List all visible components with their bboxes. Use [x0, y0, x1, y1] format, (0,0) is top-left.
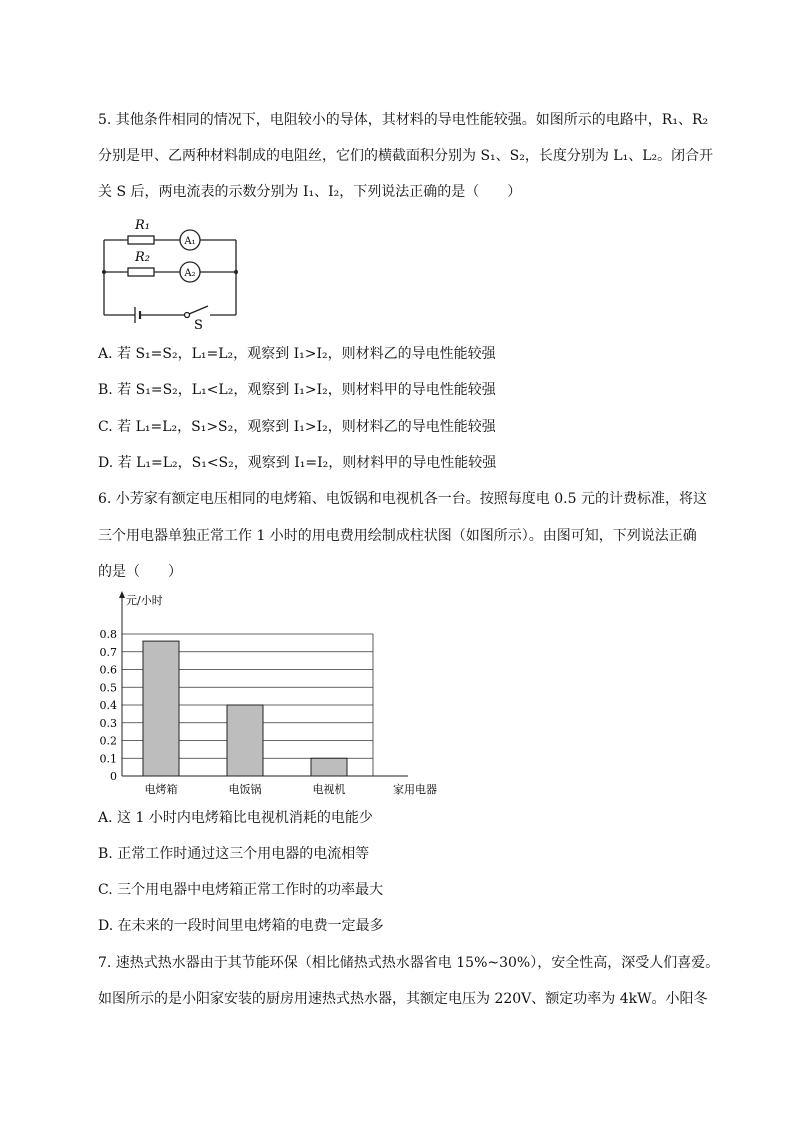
q6-stem-line-2: 三个用电器单独正常工作 1 小时的用电费用绘制成柱状图（如图所示）。由图可知，下列说法正确	[98, 528, 697, 544]
resistor-r2	[128, 268, 154, 276]
y-tick-label: 0	[110, 770, 117, 783]
chart-bars	[143, 641, 347, 776]
q5-stem-line-1: 5. 其他条件相同的情况下，电阻较小的导体，其材料的导电性能较强。如图所示的电路中，R₁、R₂	[98, 112, 709, 128]
q6-stem-line-1: 6. 小芳家有额定电压相同的电烤箱、电饭锅和电视机各一台。按照每度电 0.5 元的计费标准，将这	[98, 491, 707, 507]
q7-stem-line-1: 7. 速热式热水器由于其节能环保（相比储热式热水器省电 15%~30%），安全性高，深受人们喜爱。	[98, 955, 720, 971]
category-label: 电饭锅	[228, 783, 262, 796]
bar-1	[227, 705, 263, 776]
x-axis-label: 家用电器	[393, 783, 437, 796]
q6-option-c: C. 三个用电器中电烤箱正常工作时的功率最大	[98, 882, 384, 898]
q6-stem-line-3: 的是（ ）	[98, 564, 182, 580]
y-tick-label: 0.4	[99, 699, 117, 712]
y-tick-label: 0.6	[99, 663, 117, 677]
y-tick-label: 0.1	[99, 752, 117, 766]
category-label: 电视机	[312, 783, 346, 796]
category-label: 电烤箱	[144, 783, 178, 796]
q5-stem-line-2: 分别是甲、乙两种材料制成的电阻丝，它们的横截面积分别为 S₁、S₂，长度分别为 L₁、L₂。闭合开	[98, 148, 714, 164]
y-tick-label: 0.3	[99, 716, 117, 730]
chart-y-ticks	[100, 628, 118, 783]
q5-option-d: D. 若 L₁=L₂，S₁<S₂，观察到 I₁=I₂，则材料甲的导电性能较强	[98, 455, 497, 471]
q7-stem-line-2: 如图所示的是小阳家安装的厨房用速热式热水器，其额定电压为 220V、额定功率为 4kW。小阳冬	[98, 991, 708, 1007]
switch-blade	[189, 306, 208, 314]
a2-label: A₂	[184, 268, 196, 279]
q6-option-a: A. 这 1 小时内电烤箱比电视机消耗的电能少	[98, 810, 373, 826]
y-tick-label: 0.2	[99, 734, 117, 748]
q5-option-c: C. 若 L₁=L₂，S₁>S₂，观察到 I₁>I₂，则材料乙的导电性能较强	[98, 419, 496, 435]
chart-categories	[145, 782, 346, 796]
y-tick-label: 0.8	[99, 628, 117, 641]
bar-2	[311, 758, 347, 776]
y-tick-label: 0.7	[99, 645, 117, 659]
y-axis-arrow	[119, 591, 125, 598]
y-axis-label: 元/小时	[126, 594, 163, 607]
bar-0	[143, 641, 179, 776]
r2-label: R₂	[135, 250, 150, 265]
q5-stem-line-3: 关 S 后，两电流表的示数分别为 I₁、I₂，下列说法正确的是（ ）	[98, 184, 522, 200]
q5-option-b: B. 若 S₁=S₂，L₁<L₂，观察到 I₁>I₂，则材料甲的导电性能较强	[98, 382, 496, 398]
q5-option-a: A. 若 S₁=S₂，L₁=L₂，观察到 I₁>I₂，则材料乙的导电性能较强	[98, 346, 496, 362]
switch-label: S	[194, 318, 203, 332]
bar-chart	[98, 588, 458, 800]
q6-option-b: B. 正常工作时通过这三个用电器的电流相等	[98, 846, 370, 862]
a1-label: A₁	[184, 236, 196, 247]
r1-label: R₁	[135, 218, 150, 233]
q6-option-d: D. 在未来的一段时间里电烤箱的电费一定最多	[98, 918, 384, 934]
y-tick-label: 0.5	[99, 681, 117, 695]
circuit-diagram	[98, 212, 248, 332]
switch-pivot	[185, 313, 190, 318]
resistor-r1	[128, 236, 154, 244]
